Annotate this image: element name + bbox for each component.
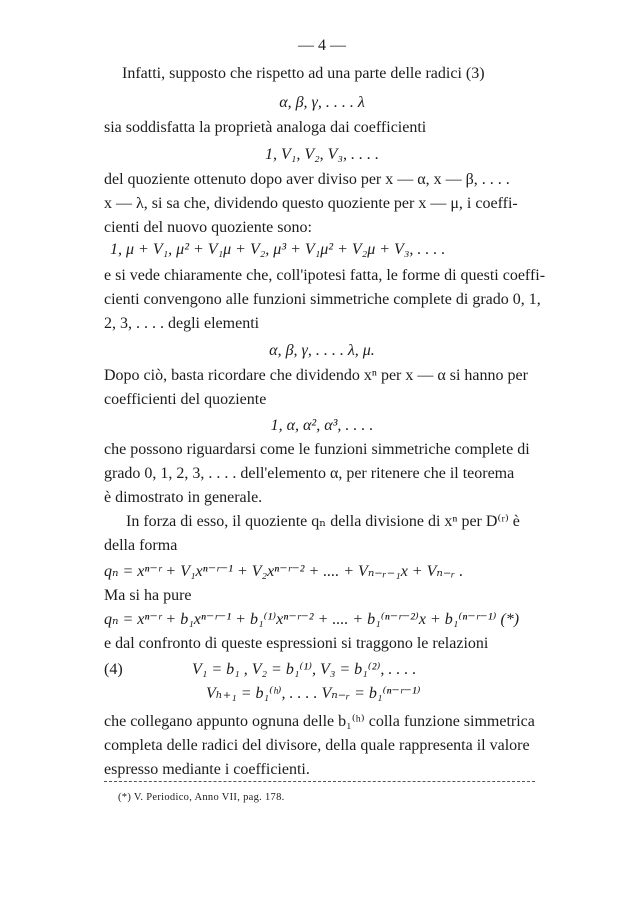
formula-line: 1, μ + V₁, μ² + V₁μ + V₂, μ³ + V₁μ² + V₂μ + V₃, . . . . [110, 241, 446, 258]
text-line: coefficienti del quoziente [104, 391, 267, 408]
text-line: cienti convengono alle funzioni simmetriche complete di grado 0, 1, [104, 291, 541, 308]
text-line: Infatti, supposto che rispetto ad una parte delle radici (3) [122, 65, 485, 82]
text-line: e dal confronto di queste espressioni si traggono le relazioni [104, 635, 489, 652]
formula-line: V₁ = b₁ , V₂ = b₁⁽¹⁾, V₃ = b₁⁽²⁾, . . . . [192, 661, 417, 678]
text-line: In forza di esso, il quoziente qₙ della divisione di xⁿ per D⁽ʳ⁾ è [126, 513, 520, 530]
text-line: 2, 3, . . . . degli elementi [104, 315, 260, 332]
footnote: (*) V. Periodico, Anno VII, pag. 178. [118, 792, 285, 803]
formula-line: α, β, γ, . . . . λ [279, 94, 365, 111]
text-line: e si vede chiaramente che, coll'ipotesi fatta, le forme di questi coeffi- [104, 267, 546, 284]
text-line: Dopo ciò, basta ricordare che dividendo xⁿ per x — α si hanno per [104, 367, 528, 384]
formula-line: 1, V₁, V₂, V₃, . . . . [264, 146, 379, 163]
footnote-rule [104, 781, 535, 782]
formula-line: α, β, γ, . . . . λ, μ. [269, 342, 375, 359]
text-line: che collegano appunto ognuna delle b₁⁽ʰ⁾ colla funzione simmetrica [104, 713, 535, 730]
text-line: x — λ, si sa che, dividendo questo quoziente per x — μ, i coeffi- [104, 195, 518, 212]
text-line: Ma si ha pure [104, 587, 192, 604]
text-line: del quoziente ottenuto dopo aver diviso per x — α, x — β, . . . . [104, 171, 510, 188]
formula-line: 1, α, α², α³, . . . . [270, 417, 374, 434]
text-line: completa delle radici del divisore, della quale rappresenta il valore [104, 737, 530, 754]
formula-line: Vₕ₊₁ = b₁⁽ʰ⁾, . . . . Vₙ₋ᵣ = b₁⁽ⁿ⁻ʳ⁻¹⁾ [206, 685, 421, 702]
formula-line: qₙ = xⁿ⁻ʳ + V₁xⁿ⁻ʳ⁻¹ + V₂xⁿ⁻ʳ⁻² + .... + Vₙ₋ᵣ₋₁x + Vₙ₋ᵣ . [104, 563, 464, 580]
text-line: grado 0, 1, 2, 3, . . . . dell'elemento α, per ritenere che il teorema [104, 465, 515, 482]
text-line: che possono riguardarsi come le funzioni simmetriche complete di [104, 441, 530, 458]
text-line: della forma [104, 537, 178, 554]
text-line: espresso mediante i coefficienti. [104, 761, 310, 778]
text-line: cienti del nuovo quoziente sono: [104, 219, 312, 236]
page-number: — 4 — [298, 37, 346, 54]
text-line: sia soddisfatta la proprietà analoga dai coefficienti [104, 119, 427, 136]
equation-number: (4) [104, 661, 123, 678]
text-line: è dimostrato in generale. [104, 489, 263, 506]
formula-line: qₙ = xⁿ⁻ʳ + b₁xⁿ⁻ʳ⁻¹ + b₁⁽¹⁾xⁿ⁻ʳ⁻² + .... + b₁⁽ⁿ⁻ʳ⁻²⁾x + b₁⁽ⁿ⁻ʳ⁻¹⁾ (*) [104, 611, 520, 628]
